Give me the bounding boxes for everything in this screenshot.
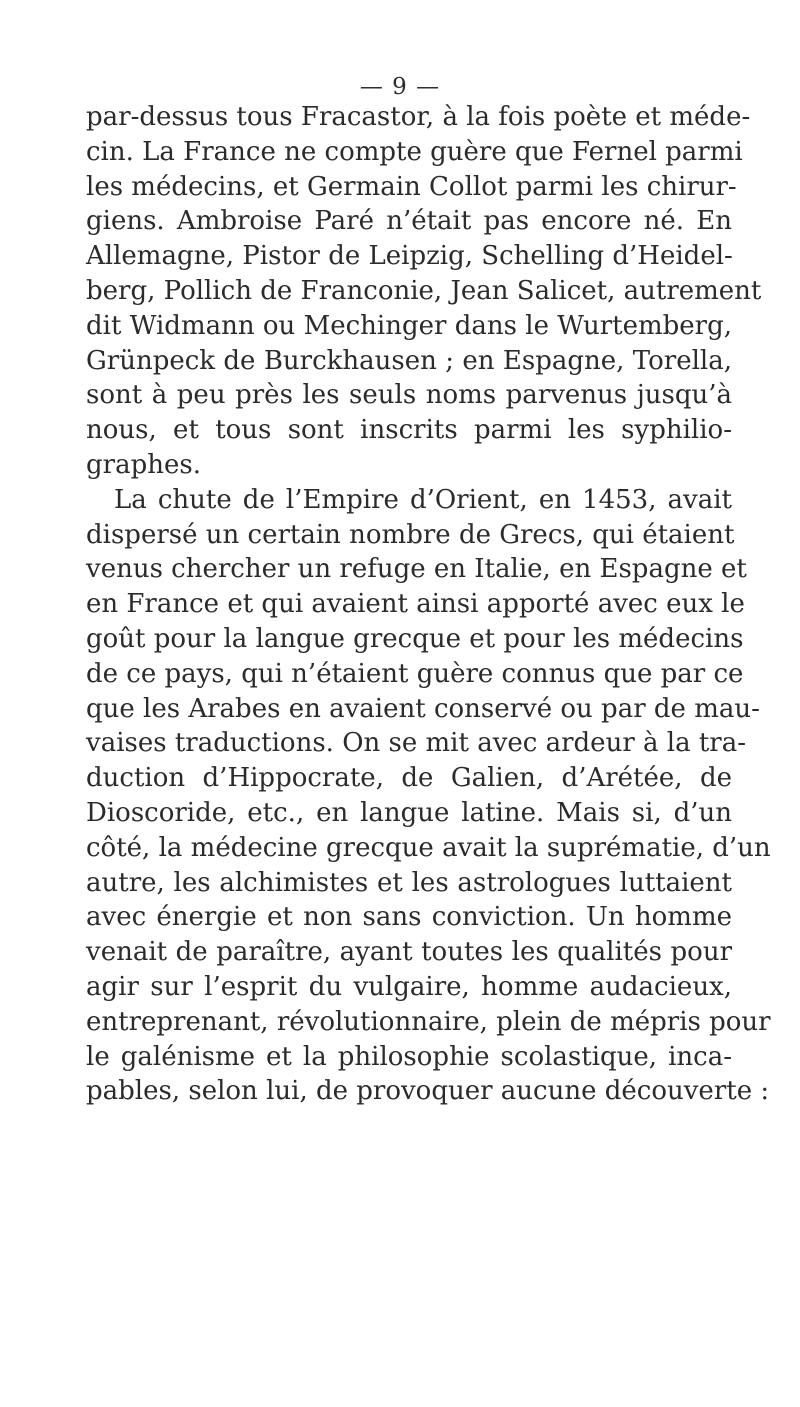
text-line: graphes.: [86, 449, 201, 480]
text-line: dit Widmann ou Mechinger dans le Wurtemberg,: [86, 310, 732, 341]
text-line: vaises traductions. On se mit avec ardeur à la tra-: [86, 728, 747, 759]
text-line: La chute de l’Empire d’Orient, en 1453, avait: [114, 484, 732, 515]
text-line: avec énergie et non sans conviction. Un homme: [86, 902, 732, 933]
text-line: que les Arabes en avaient conservé ou par de mau-: [86, 693, 760, 724]
page-number: — 9 —: [359, 74, 441, 100]
text-line: sont à peu près les seuls noms parvenus jusqu’à: [86, 380, 732, 411]
text-line: autre, les alchimistes et les astrologues luttaient: [86, 867, 732, 898]
text-line: venus chercher un refuge en Italie, en Espagne et: [86, 554, 747, 585]
text-line: Allemagne, Pistor de Leipzig, Schelling d’Heidel-: [86, 241, 733, 272]
text-line: de ce pays, qui n’étaient guère connus que par ce: [86, 658, 744, 689]
text-line: goût pour la langue grecque et pour les médecins: [86, 623, 744, 654]
text-line: cin. La France ne compte guère que Fernel parmi: [86, 136, 743, 167]
text-line: pables, selon lui, de provoquer aucune découverte :: [86, 1076, 770, 1107]
text-line: Dioscoride, etc., en langue latine. Mais si, d’un: [86, 797, 732, 828]
body-text: [86, 100, 771, 1109]
text-line: par-dessus tous Fracastor, à la fois poète et méde-: [86, 102, 751, 132]
text-line: côté, la médecine grecque avait la suprématie, d’un: [86, 832, 771, 863]
text-line: nous, et tous sont inscrits parmi les syphilio-: [86, 415, 732, 446]
text-line: Grünpeck de Burckhausen ; en Espagne, Torella,: [86, 345, 732, 376]
text-line: le galénisme et la philosophie scolastique, inca-: [86, 1041, 732, 1072]
text-line: dispersé un certain nombre de Grecs, qui étaient: [86, 519, 735, 550]
text-line: giens. Ambroise Paré n’était pas encore né. En: [86, 206, 732, 237]
text-line: en France et qui avaient ainsi apporté avec eux le: [86, 589, 745, 620]
text-line: les médecins, et Germain Collot parmi les chirur-: [86, 171, 737, 202]
text-line: berg, Pollich de Franconie, Jean Salicet, autrement: [86, 275, 762, 306]
text-line: duction d’Hippocrate, de Galien, d’Arétée, de: [86, 763, 732, 794]
text-line: entreprenant, révolutionnaire, plein de mépris pour: [86, 1006, 771, 1037]
text-line: agir sur l’esprit du vulgaire, homme audacieux,: [86, 971, 732, 1002]
text-line: venait de paraître, ayant toutes les qualités pour: [86, 937, 732, 968]
